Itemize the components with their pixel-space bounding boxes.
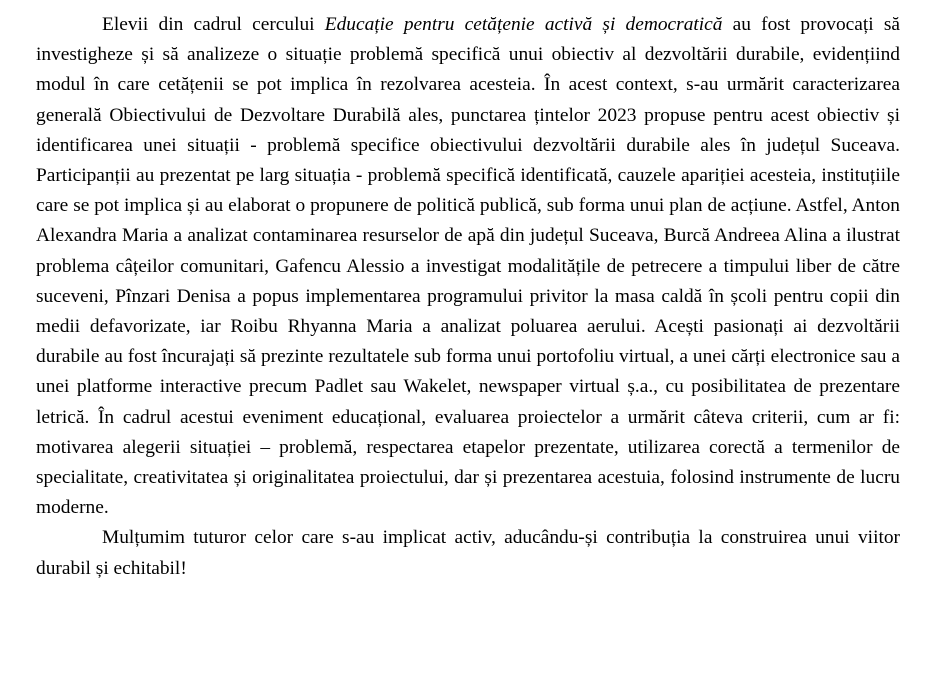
paragraph-thanks — [36, 523, 900, 583]
thanks-text: Mulțumim tuturor celor care s-au implicat activ, aducându-și contribuția la construirea unui viitor durabil și echitabil! — [36, 527, 900, 579]
paragraph-body: au fost provocați să investigheze și să analizeze o situație problemă specifică unui obiectiv al dezvoltării durabile, evidențiind modul în care cetățenii se pot implica în rezolvarea acesteia. În acest context, s-au urmărit caracterizarea generală Obiectivului de Dezvoltare Durabilă ales, punctarea țintelor 2023 propuse pentru acest obiectiv și identificarea unei situații - problemă specifice obiectivului dezvoltării durabile ales în județul Suceava. Participanții au prezentat pe larg situația - problemă specifică identificată, cauzele apariției acesteia, instituțiile care se pot implica și au elaborat o propunere de politică publică, sub forma unui plan de acțiune. Astfel, Anton Alexandra Maria a analizat contaminarea resurselor de apă din județul Suceava, Burcă Andreea Alina a ilustrat problema câțeilor comunitari, Gafencu Alessio a investigat modalitățile de petrecere a timpului liber de către suceveni, Pînzari Denisa a popus implementarea programului privitor la masa caldă în școli pentru copii din medii defavorizate, iar Roibu Rhyanna Maria a analizat poluarea aerului. Acești pasionați ai dezvoltării durabile au fost încurajați să prezinte rezultatele sub forma unui portofoliu virtual, a unei cărți electronice sau a unei platforme interactive precum Padlet sau Wakelet, newspaper virtual ș.a., cu posibilitatea de prezentare letrică. În cadrul acestui eveniment educațional, evaluarea proiectelor a urmărit câteva criterii, cum ar fi: motivarea alegerii situației – problemă, respectarea etapelor prezentate, utilizarea corectă a termenilor de specialitate, creativitatea și originalitatea proiectului, dar și prezentarea acestuia, folosind instrumente de lucru moderne. — [36, 14, 900, 519]
paragraph-intro: Elevii din cadrul cercului — [102, 14, 325, 35]
paragraph-club-report — [36, 10, 900, 523]
document-body — [36, 10, 900, 584]
club-name: Educație pentru cetățenie activă și democratică — [324, 14, 723, 35]
